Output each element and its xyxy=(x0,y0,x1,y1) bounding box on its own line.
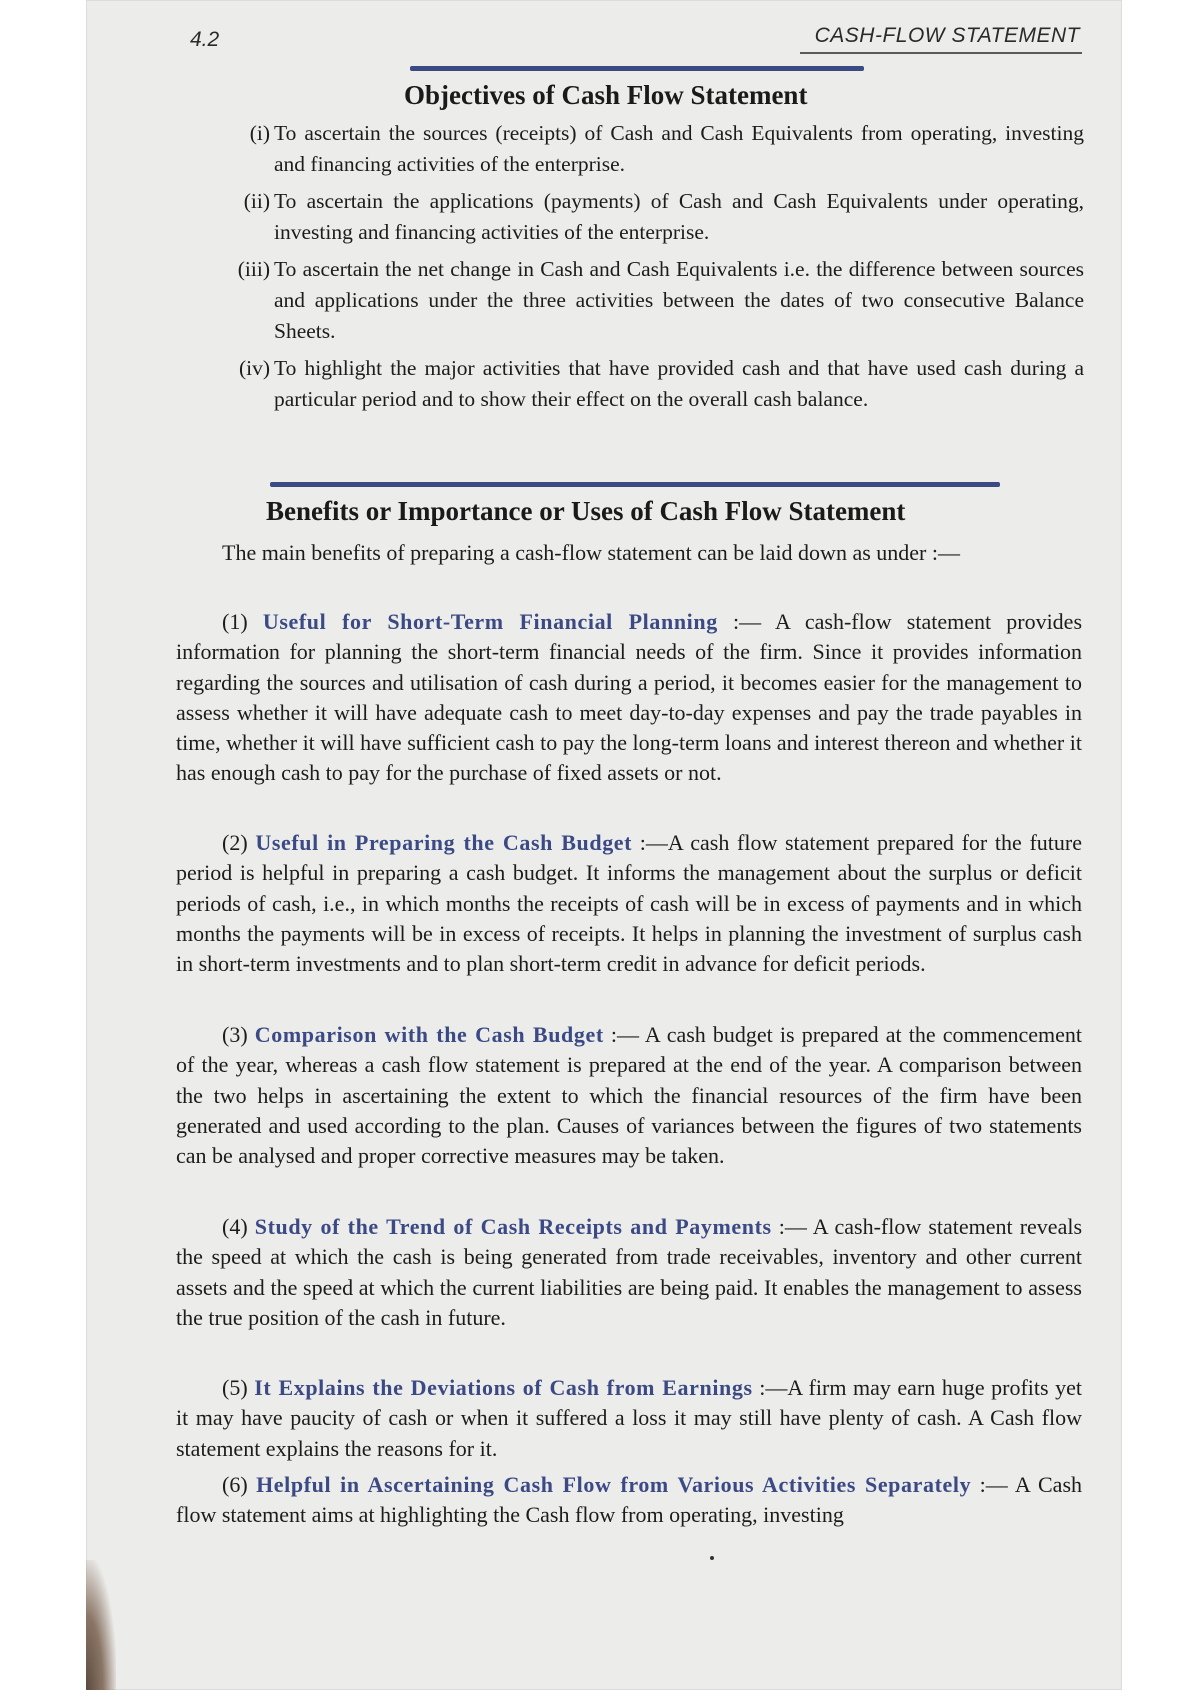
header-rule xyxy=(800,52,1082,54)
point-sep: :— xyxy=(717,609,776,634)
running-title: CASH-FLOW STATEMENT xyxy=(814,24,1080,47)
item-text: To ascertain the sources (receipts) of Cash and Cash Equivalents from operating, investing and financing activities of the enterprise. xyxy=(274,121,1084,176)
item-number: (i) xyxy=(249,121,270,145)
list-item xyxy=(224,186,1084,248)
point-sep: :— xyxy=(971,1472,1015,1497)
section-heading-benefits: Benefits or Importance or Uses of Cash Flow Statement xyxy=(266,496,906,526)
point-sep: :— xyxy=(632,830,668,855)
point-text: A firm may earn huge profits yet it may have paucity of cash or when it suffered a loss it may still have plenty of cash. A Cash flow statement explains the reasons for it. xyxy=(176,1375,1083,1461)
item-text: To ascertain the net change in Cash and Cash Equivalents i.e. the difference between sources and applications under the three activities between the dates of two consecutive Balance Sheets. xyxy=(274,257,1084,343)
benefit-paragraph xyxy=(176,1470,1082,1531)
item-number: (ii) xyxy=(243,189,270,213)
list-item xyxy=(224,118,1084,180)
item-text: To highlight the major activities that have provided cash and that have used cash during a particular period and to show their effect on the overall cash balance. xyxy=(274,356,1084,411)
section-title-bar xyxy=(270,482,1000,487)
page-number: 4.2 xyxy=(190,28,220,51)
point-number: (4) xyxy=(222,1214,248,1239)
benefit-paragraph xyxy=(176,1373,1082,1464)
point-number: (1) xyxy=(222,609,248,634)
list-item xyxy=(224,353,1084,415)
point-lead: Helpful in Ascertaining Cash Flow from Various Activities Separately xyxy=(256,1472,972,1497)
thumb-shadow xyxy=(86,1560,116,1690)
benefit-paragraph xyxy=(176,607,1082,789)
section-title-bar xyxy=(410,66,864,71)
page-header xyxy=(190,24,1080,54)
point-text: A cash-flow statement reveals the speed at which the cash is being generated from trade receivables, inventory and other current assets and the speed at which the current liabilities are being paid. It enables the management to assess the true position of the cash in future. xyxy=(176,1214,1083,1330)
intro-paragraph: The main benefits of preparing a cash-flow statement can be laid down as under :— xyxy=(222,540,960,565)
point-text: A cash-flow statement provides information for planning the short-term financial needs of the firm. Since it provides information regarding the sources and utilisation of cash during a period, it becomes easier for the management to assess whether it will have adequate cash to meet day-to-day expenses and pay the trade payables in time, whether it will have sufficient cash to pay the long-term loans and interest thereon and whether it has enough cash to pay for the purchase of fixed assets or not. xyxy=(176,609,1083,786)
point-sep: :— xyxy=(752,1375,788,1400)
benefit-paragraph xyxy=(176,1212,1082,1333)
benefit-paragraph xyxy=(176,1020,1082,1171)
list-item xyxy=(224,254,1084,347)
point-number: (6) xyxy=(222,1472,248,1497)
point-lead: Useful for Short-Term Financial Planning xyxy=(262,609,718,634)
item-text: To ascertain the applications (payments) of Cash and Cash Equivalents under operating, investing and financing activities of the enterprise. xyxy=(274,189,1084,244)
point-text: A cash flow statement prepared for the future period is helpful in preparing a cash budget. It informs the management about the surplus or deficit periods of cash, i.e., in which months the receipts of cash will be in excess of payments and in which months the payments will be in excess of receipts. It helps in planning the investment of surplus cash in short-term investments and to plan short-term credit in advance for deficit periods. xyxy=(176,830,1082,977)
point-number: (2) xyxy=(222,830,248,855)
point-lead: It Explains the Deviations of Cash from Earnings xyxy=(254,1375,753,1400)
objectives-list xyxy=(224,118,1084,421)
point-sep: :— xyxy=(603,1022,645,1047)
item-number: (iv) xyxy=(238,356,270,380)
page-mark xyxy=(710,1556,714,1560)
point-text: A cash budget is prepared at the commencement of the year, whereas a cash flow statement is prepared at the end of the year. A comparison between the two helps in ascertaining the extent to which the financial resources of the firm have been generated and used according to the plan. Causes of variances between the figures of two statements can be analysed and proper corrective measures may be taken. xyxy=(176,1022,1083,1169)
point-number: (5) xyxy=(222,1375,248,1400)
point-lead: Comparison with the Cash Budget xyxy=(254,1022,604,1047)
point-sep: :— xyxy=(771,1214,813,1239)
item-number: (iii) xyxy=(237,257,270,281)
point-number: (3) xyxy=(222,1022,248,1047)
point-text: A Cash flow statement aims at highlighting the Cash flow from operating, investing xyxy=(176,1472,1083,1528)
point-lead: Study of the Trend of Cash Receipts and Payments xyxy=(254,1214,772,1239)
benefit-paragraph xyxy=(176,828,1082,979)
section-heading-objectives: Objectives of Cash Flow Statement xyxy=(404,80,808,110)
point-lead: Useful in Preparing the Cash Budget xyxy=(255,830,633,855)
